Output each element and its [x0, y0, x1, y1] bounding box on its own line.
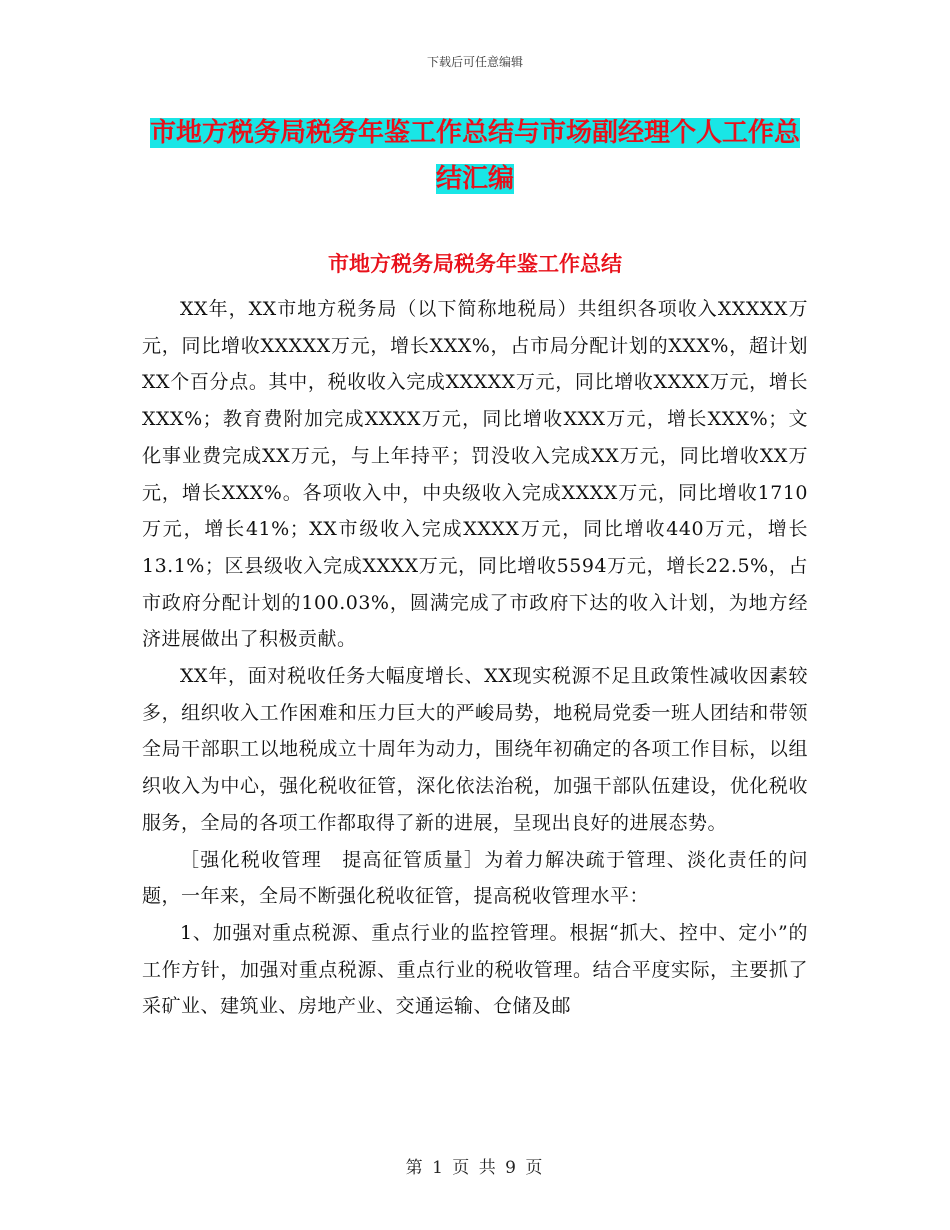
paragraph: ［强化税收管理 提高征管质量］为着力解决疏于管理、淡化责任的问题，一年来，全局不断强化税收征管，提高税收管理水平：: [142, 848, 808, 908]
paragraph: XX年，XX市地方税务局（以下简称地税局）共组织各项收入XXXXX万元，同比增收XXXXX万元，增长XXX%，占市局分配计划的XXX%，超计划XX个百分点。其中，税收收入完成XXXXX万元，同比增收XXXX万元，增长XXX%；教育费附加完成XXXX万元，同比增收XXX万元，增长XXX%；文化事业费完成XX万元，与上年持平；罚没收入完成XX万元，同比增收XX万元，增长XXX%。各项收入中，中央级收入完成XXXX万元，同比增收1710万元，增长41%；XX市级收入完成XXXX万元，同比增收440万元，增长13.1%；区县级收入完成XXXX万元，同比增收5594万元，增长22.5%，占市政府分配计划的100.03%，圆满完成了市政府下达的收入计划，为地方经济进展做出了积极贡献。: [142, 298, 808, 651]
page-footer: 第 1 页 共 9 页: [405, 1158, 545, 1178]
document-title-text: 市地方税务局税务年鉴工作总结与市场副经理个人工作总结汇编: [149, 118, 800, 194]
paragraph: XX年，面对税收任务大幅度增长、XX现实税源不足且政策性减收因素较多，组织收入工作困难和压力巨大的严峻局势，地税局党委一班人团结和带领全局干部职工以地税成立十周年为动力，围绕年初确定的各项工作目标，以组织收入为中心，强化税收征管，深化依法治税，加强干部队伍建设，优化税收服务，全局的各项工作都取得了新的进展，呈现出良好的进展态势。: [142, 665, 808, 834]
paragraph: 1、加强对重点税源、重点行业的监控管理。根据“抓大、控中、定小”的工作方针，加强对重点税源、重点行业的税收管理。结合平度实际，主要抓了采矿业、建筑业、房地产业、交通运输、仓储及邮: [142, 921, 808, 1018]
document-body: [142, 291, 808, 1025]
page-header-note: 下载后可任意编辑: [426, 55, 523, 69]
document-title: [140, 110, 810, 202]
section-title: 市地方税务局税务年鉴工作总结: [328, 251, 622, 276]
